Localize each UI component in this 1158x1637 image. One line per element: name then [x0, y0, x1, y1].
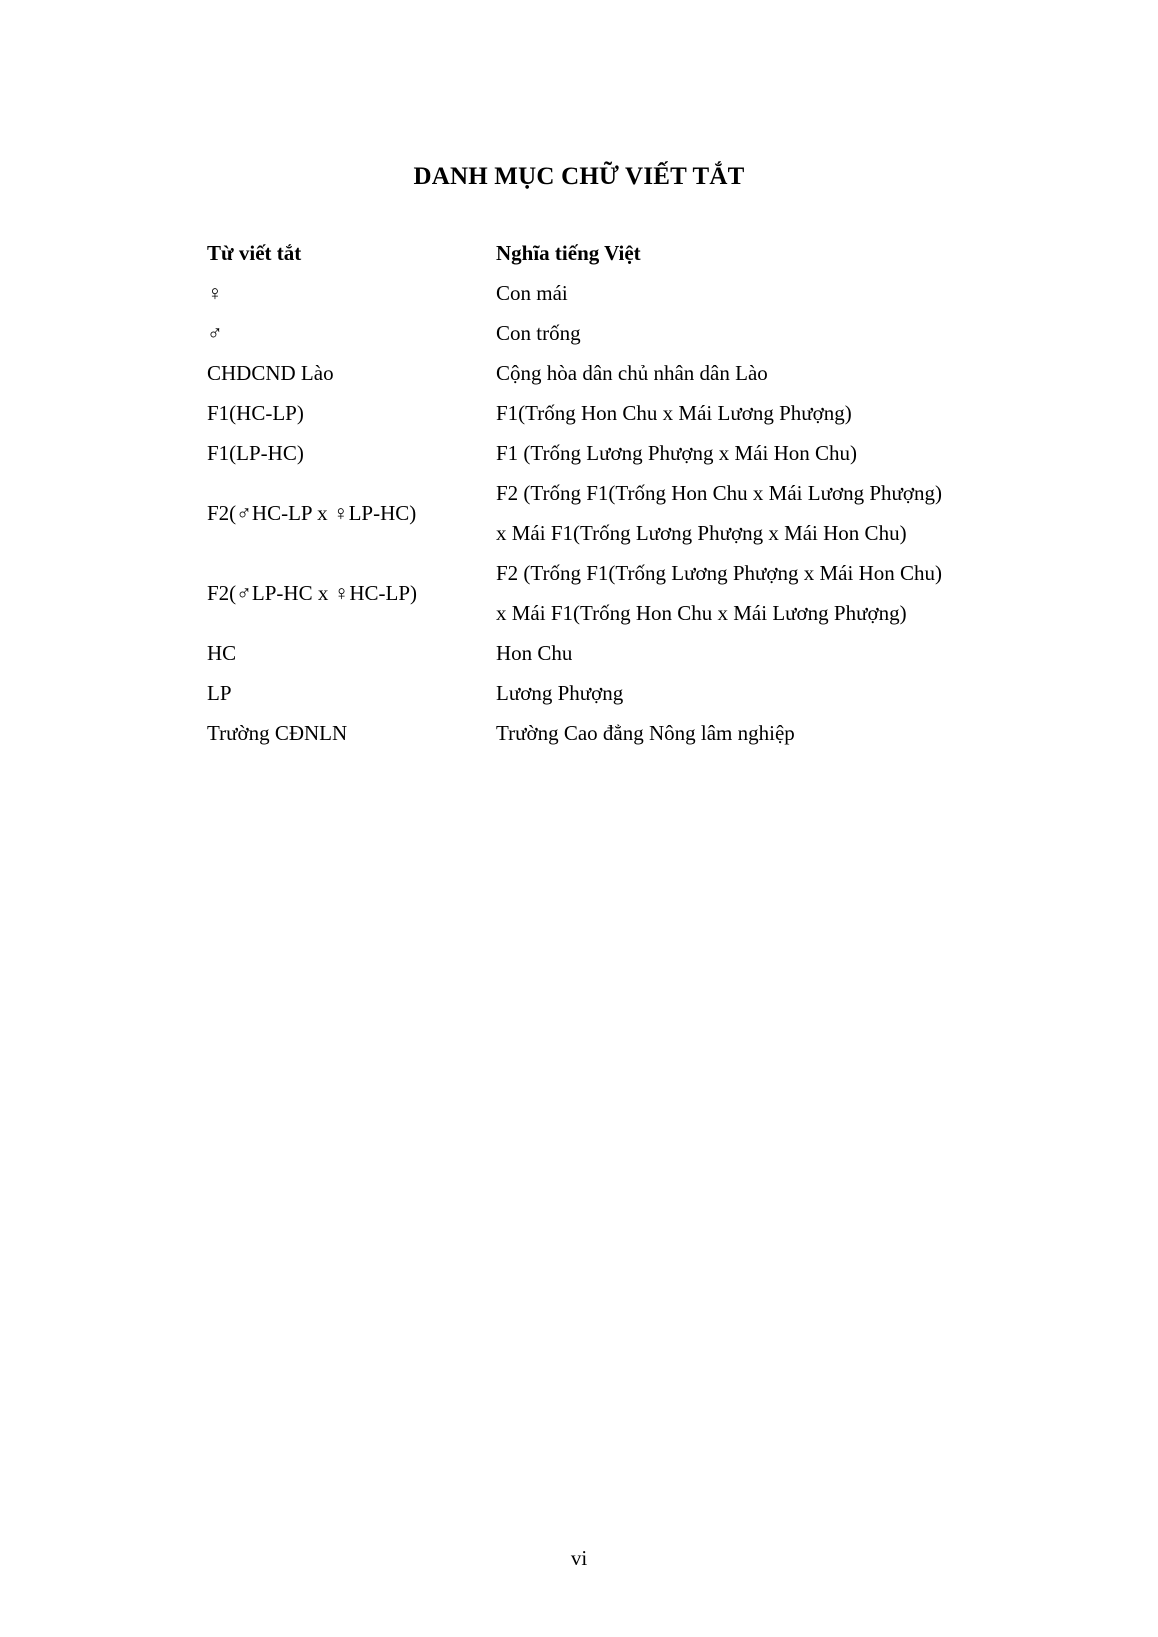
meaning-line: x Mái F1(Trống Hon Chu x Mái Lương Phượng) — [496, 601, 907, 625]
meaning-cell — [496, 313, 1007, 353]
table-row — [207, 313, 1007, 353]
abbreviation-cell: F2(♂HC-LP x ♀LP-HC) — [207, 501, 417, 525]
meaning-cell — [496, 353, 1007, 393]
abbreviation-cell: F1(LP-HC) — [207, 441, 304, 465]
meaning-line: Hon Chu — [496, 641, 573, 665]
meaning-cell — [496, 393, 1007, 433]
page-title: DANH MỤC CHỮ VIẾT TẮT — [413, 163, 745, 190]
abbreviation-cell: F1(HC-LP) — [207, 401, 304, 425]
meaning-cell — [496, 633, 1007, 673]
table-row — [207, 473, 1007, 553]
meaning-cell — [496, 553, 1007, 633]
abbreviation-cell: F2(♂LP-HC x ♀HC-LP) — [207, 581, 418, 605]
table-row — [207, 633, 1007, 673]
abbreviation-cell: ♀ — [207, 281, 223, 305]
abbreviation-cell: CHDCND Lào — [207, 361, 334, 385]
table-row — [207, 673, 1007, 713]
meaning-line: F2 (Trống F1(Trống Lương Phượng x Mái Hon Chu) — [496, 561, 942, 585]
table-row — [207, 273, 1007, 313]
abbreviation-cell: LP — [207, 681, 232, 705]
meaning-cell — [496, 433, 1007, 473]
meaning-line: F1(Trống Hon Chu x Mái Lương Phượng) — [496, 401, 852, 425]
meaning-line: Lương Phượng — [496, 681, 624, 705]
abbreviation-table — [207, 233, 1007, 753]
table-row — [207, 393, 1007, 433]
meaning-line: Con trống — [496, 321, 581, 345]
meaning-cell — [496, 273, 1007, 313]
meaning-line: F2 (Trống F1(Trống Hon Chu x Mái Lương Phượng) — [496, 481, 942, 505]
meaning-cell — [496, 473, 1007, 553]
meaning-line: Con mái — [496, 281, 568, 305]
header-abbreviation: Từ viết tắt — [207, 241, 302, 265]
meaning-cell — [496, 673, 1007, 713]
meaning-line: F1 (Trống Lương Phượng x Mái Hon Chu) — [496, 441, 857, 465]
table-row — [207, 553, 1007, 633]
table-row — [207, 433, 1007, 473]
abbreviation-cell: Trường CĐNLN — [207, 721, 348, 745]
meaning-cell — [496, 713, 1007, 753]
meaning-line: x Mái F1(Trống Lương Phượng x Mái Hon Chu) — [496, 521, 907, 545]
meaning-line: Trường Cao đẳng Nông lâm nghiệp — [496, 721, 795, 745]
abbreviation-cell: ♂ — [207, 321, 223, 345]
table-row — [207, 713, 1007, 753]
page-number: vi — [570, 1546, 588, 1570]
table-header-row — [207, 233, 1007, 273]
abbreviation-cell: HC — [207, 641, 237, 665]
table-row — [207, 353, 1007, 393]
meaning-line: Cộng hòa dân chủ nhân dân Lào — [496, 361, 768, 385]
header-meaning: Nghĩa tiếng Việt — [496, 241, 641, 265]
